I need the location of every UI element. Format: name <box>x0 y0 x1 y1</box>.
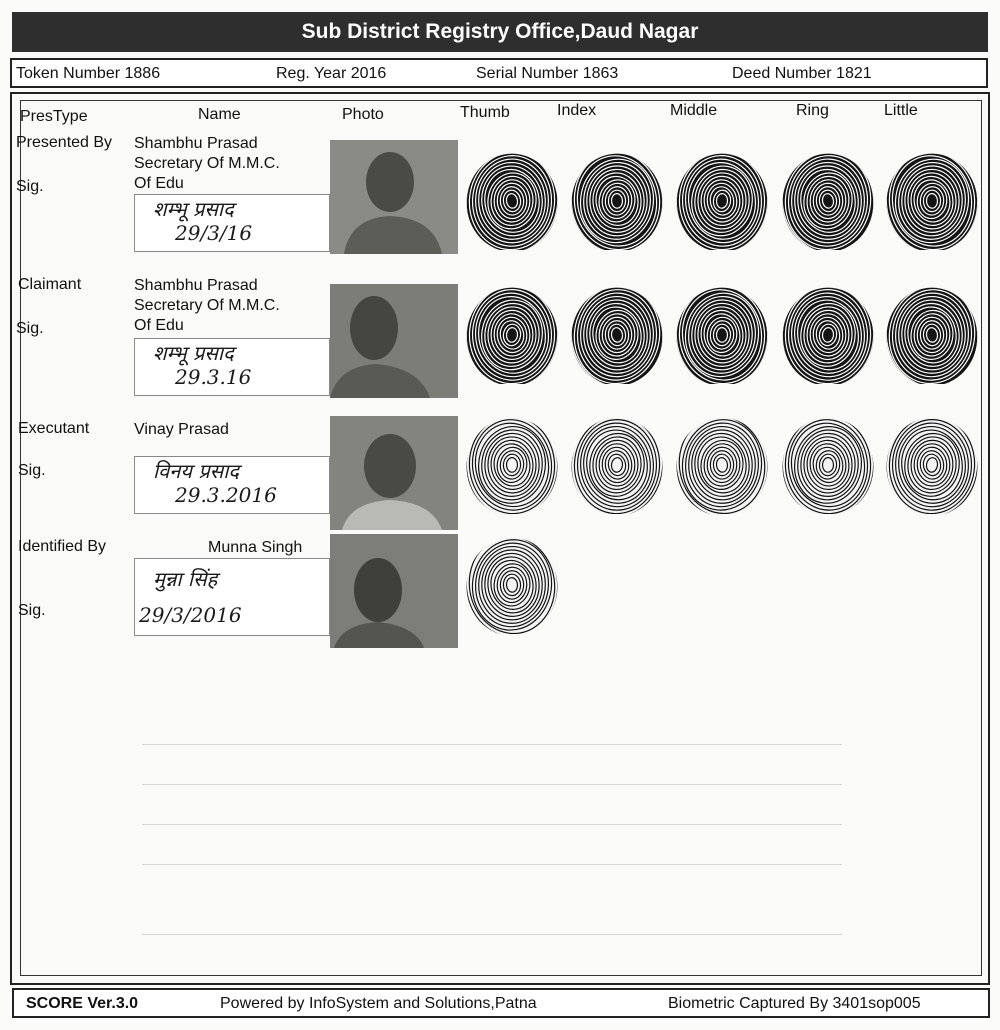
signature-name: शम्भू प्रसाद <box>153 197 234 221</box>
footer-bar <box>12 988 990 1018</box>
name-line: Shambhu Prasad <box>134 277 258 294</box>
row-type-presented-by: Presented By <box>16 134 113 151</box>
background-line <box>142 864 842 874</box>
fingerprint-ring <box>776 150 880 250</box>
header-little: Little <box>884 102 918 119</box>
row-type-claimant: Claimant <box>18 276 82 293</box>
powered-by: Powered by InfoSystem and Solutions,Patna <box>220 995 537 1012</box>
fingerprint-middle <box>670 150 774 250</box>
serial-number: Serial Number 1863 <box>476 65 619 82</box>
fingerprint-thumb <box>460 150 564 250</box>
signature-identified-by <box>134 558 330 636</box>
reg-year: Reg. Year 2016 <box>276 65 387 82</box>
name-line: Shambhu Prasad <box>134 135 258 152</box>
photo-executant <box>330 416 458 530</box>
signature-name: शम्भू प्रसाद <box>153 341 234 365</box>
sig-label: Sig. <box>18 602 46 619</box>
header-ring: Ring <box>796 102 829 119</box>
fingerprint-thumb <box>460 284 564 384</box>
row-type-executant: Executant <box>18 420 90 437</box>
page-title: Sub District Registry Office,Daud Nagar <box>12 12 988 52</box>
signature-name: विनय प्रसाद <box>153 459 240 483</box>
software-version: SCORE Ver.3.0 <box>26 995 139 1012</box>
signature-date: 29.3.2016 <box>175 483 277 507</box>
fingerprint-middle <box>670 414 774 514</box>
signature-claimant <box>134 338 330 396</box>
background-line <box>142 744 842 754</box>
fingerprint-thumb <box>460 534 564 634</box>
header-middle: Middle <box>670 102 718 119</box>
row-type-identified-by: Identified By <box>18 538 107 555</box>
header-photo: Photo <box>342 106 384 123</box>
deed-number: Deed Number 1821 <box>732 65 872 82</box>
row-name-presented-by <box>134 134 280 194</box>
deed-info-row <box>10 58 988 88</box>
row-name-claimant <box>134 276 280 336</box>
signature-name: मुन्ना सिंह <box>153 567 218 591</box>
header-prestype: PresType <box>20 108 88 125</box>
photo-identified-by <box>330 534 458 648</box>
signature-date: 29/3/16 <box>175 221 253 245</box>
signature-date: 29/3/2016 <box>139 603 242 627</box>
fingerprint-little <box>880 414 984 514</box>
name-line: Vinay Prasad <box>134 421 229 438</box>
sig-label: Sig. <box>18 462 46 479</box>
sig-label: Sig. <box>16 320 44 337</box>
header-index: Index <box>557 102 597 119</box>
fingerprint-ring <box>776 284 880 384</box>
fingerprint-index <box>565 414 669 514</box>
name-line: Of Edu <box>134 317 184 334</box>
row-name-executant <box>134 420 229 440</box>
sig-label: Sig. <box>16 178 44 195</box>
row-name-identified-by <box>208 538 302 558</box>
fingerprint-ring <box>776 414 880 514</box>
background-line <box>142 934 842 944</box>
fingerprint-thumb <box>460 414 564 514</box>
name-line: Munna Singh <box>208 539 303 556</box>
fingerprint-little <box>880 150 984 250</box>
name-line: Of Edu <box>134 175 184 192</box>
fingerprint-index <box>565 150 669 250</box>
fingerprint-middle <box>670 284 774 384</box>
background-line <box>142 784 842 794</box>
biometric-panel <box>10 92 990 985</box>
fingerprint-index <box>565 284 669 384</box>
photo-presented-by <box>330 140 458 254</box>
fingerprint-little <box>880 284 984 384</box>
signature-presented-by <box>134 194 330 252</box>
biometric-captured-by: Biometric Captured By 3401sop005 <box>668 995 921 1012</box>
header-name: Name <box>198 106 241 123</box>
background-line <box>142 824 842 834</box>
photo-claimant <box>330 284 458 398</box>
token-number: Token Number 1886 <box>16 65 161 82</box>
name-line: Secretary Of M.M.C. <box>134 155 280 172</box>
header-thumb: Thumb <box>460 104 510 121</box>
signature-date: 29.3.16 <box>175 365 252 389</box>
name-line: Secretary Of M.M.C. <box>134 297 280 314</box>
signature-executant <box>134 456 330 514</box>
